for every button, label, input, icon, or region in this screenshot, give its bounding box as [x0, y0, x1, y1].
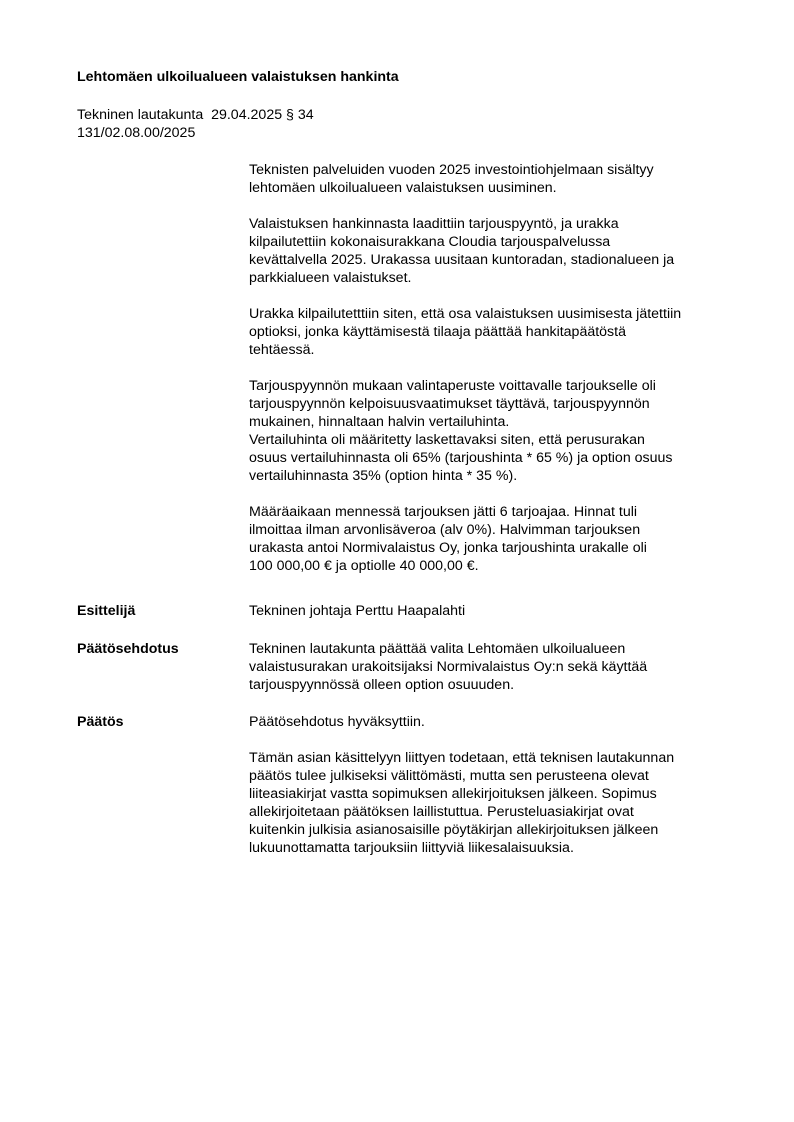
text-line: optioksi, jonka käyttämisestä tilaaja päättää hankitapäätöstä [249, 324, 626, 340]
presenter-body [249, 602, 739, 620]
text-line: kuitenkin julkisia asianosaisille pöytäkirjan allekirjoituksen jälkeen [249, 822, 659, 838]
text-line: allekirjoitetaan päätöksen laillistuttua. Perusteluasiakirjat ovat [249, 804, 634, 820]
text-line: päätös tulee julkiseksi välittömästi, mutta sen perusteena olevat [249, 768, 649, 784]
reference-number: 131/02.08.00/2025 [77, 125, 196, 141]
meeting-info [77, 106, 314, 142]
body-paragraph [249, 602, 739, 620]
proposal-body [249, 640, 739, 694]
body-paragraph [249, 503, 739, 575]
proposal-label: Päätösehdotus [77, 641, 179, 657]
text-line: 100 000,00 € ja optiolle 40 000,00 €. [249, 558, 479, 574]
text-line: urakasta antoi Normivalaistus Oy, jonka tarjoushinta urakalle oli [249, 540, 647, 556]
text-line: Määräaikaan mennessä tarjouksen jätti 6 tarjoajaa. Hinnat tuli [249, 504, 638, 520]
intro-body [249, 161, 739, 575]
text-line: tarjouspyynnössä olleen option osuuuden. [249, 677, 515, 693]
text-line: Tekninen lautakunta päättää valita Lehtomäen ulkoilualueen [249, 641, 626, 657]
text-line: valaistusurakan urakoitsijaksi Normivalaistus Oy:n sekä käyttää [249, 659, 648, 675]
text-line: Valaistuksen hankinnasta laadittiin tarjouspyyntö, ja urakka [249, 216, 619, 232]
text-line: Tarjouspyynnön mukaan valintaperuste voittavalle tarjoukselle oli [249, 378, 656, 394]
text-line: Urakka kilpailutetttiin siten, että osa valaistuksen uusimisesta jätettiin [249, 306, 682, 322]
body-paragraph [249, 749, 739, 857]
text-line: mukainen, hinnaltaan halvin vertailuhinta. [249, 414, 510, 430]
text-line: osuus vertailuhinnasta oli 65% (tarjoushinta * 65 %) ja option osuus [249, 450, 673, 466]
text-line: Tämän asian käsittelyyn liittyen todetaan, että teknisen lautakunnan [249, 750, 675, 766]
text-line: parkkialueen valaistukset. [249, 270, 412, 286]
body-paragraph [249, 161, 739, 197]
text-line: tarjouspyynnön kelpoisuusvaatimukset täyttävä, tarjouspyynnön [249, 396, 650, 412]
body-paragraph [249, 305, 739, 359]
text-line: liiteasiakirjat vastta sopimuksen allekirjoituksen jälkeen. Sopimus [249, 786, 657, 802]
text-line: Tekninen johtaja Perttu Haapalahti [249, 603, 466, 619]
text-line: Päätösehdotus hyväksyttiin. [249, 714, 425, 730]
text-line: kilpailutettiin kokonaisurakkana Cloudia tarjouspalvelussa [249, 234, 611, 250]
body-paragraph [249, 640, 739, 694]
body-paragraph [249, 215, 739, 287]
text-line: lehtomäen ulkoilualueen valaistuksen uusiminen. [249, 180, 557, 196]
body-paragraph [249, 713, 739, 731]
text-line: tehtäessä. [249, 342, 315, 358]
text-line: Vertailuhinta oli määritetty laskettavaksi siten, että perusurakan [249, 432, 645, 448]
text-line: vertailuhinnasta 35% (option hinta * 35 %). [249, 468, 518, 484]
presenter-label: Esittelijä [77, 603, 136, 619]
text-line: Teknisten palveluiden vuoden 2025 investointiohjelmaan sisältyy [249, 162, 654, 178]
meeting-line: Tekninen lautakunta 29.04.2025 § 34 [77, 107, 314, 123]
text-line: ilmoittaa ilman arvonlisäveroa (alv 0%). Halvimman tarjouksen [249, 522, 641, 538]
body-paragraph [249, 377, 739, 485]
document-title: Lehtomäen ulkoilualueen valaistuksen hankinta [77, 69, 399, 85]
decision-body [249, 713, 739, 857]
decision-label: Päätös [77, 714, 124, 730]
text-line: lukuunottamatta tarjouksiin liittyviä liikesalaisuuksia. [249, 840, 574, 856]
text-line: kevättalvella 2025. Urakassa uusitaan kuntoradan, stadionalueen ja [249, 252, 675, 268]
